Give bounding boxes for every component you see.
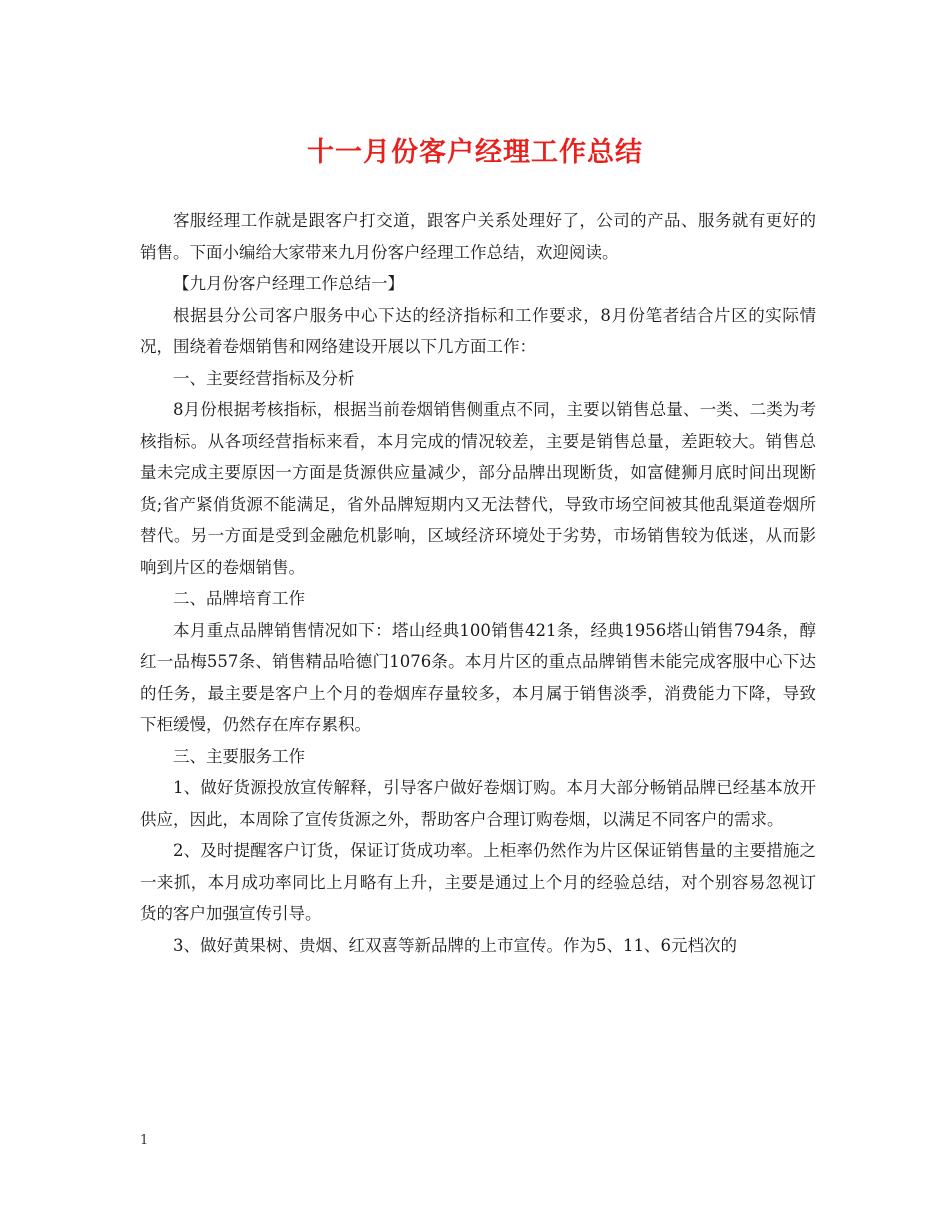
section-heading-brand: 二、品牌培育工作 [173, 589, 305, 608]
section-heading-indicators: 一、主要经营指标及分析 [173, 368, 355, 388]
page-number: 1 [140, 1133, 149, 1148]
paragraph-service-2: 2、及时提醒客户订货，保证订货成功率。上柜率仍然作为片区保证销售量的主要措施之一来抓，本月成功率同比上月略有上升，主要是通过上个月的经验总结，对个别容易忽视订货的客户加强宣传引导。 [140, 841, 816, 923]
paragraph-intro: 客服经理工作就是跟客户打交道，跟客户关系处理好了，公司的产品、服务就有更好的销售。下面小编给大家带来九月份客户经理工作总结，欢迎阅读。 [140, 211, 816, 262]
paragraph-indicators-analysis: 8月份根据考核指标，根据当前卷烟销售侧重点不同，主要以销售总量、一类、二类为考核指标。从各项经营指标来看，本月完成的情况较差，主要是销售总量，差距较大。销售总量未完成主要原因一方面是货源供应量减少，部分品牌出现断货，如富健狮月底时间出现断货;省产紧俏货源不能满足，省外品牌短期内又无法替代，导致市场空间被其他乱渠道卷烟所替代。另一方面是受到金融危机影响，区域经济环境处于劣势，市场销售较为低迷，从而影响到片区的卷烟销售。 [140, 400, 816, 577]
paragraph-service-3: 3、做好黄果树、贵烟、红双喜等新品牌的上市宣传。作为5、11、6元档次的 [173, 935, 737, 955]
document-title: 十一月份客户经理工作总结 [307, 137, 643, 168]
section-heading-summary-one: 【九月份客户经理工作总结一】 [173, 274, 404, 293]
paragraph-service-1: 1、做好货源投放宣传解释，引导客户做好卷烟订购。本月大部分畅销品牌已经基本放开供应，因此，本周除了宣传货源之外，帮助客户合理订购卷烟，以满足不同客户的需求。 [140, 778, 816, 829]
paragraph-context: 根据县分公司客户服务中心下达的经济指标和工作要求，8月份笔者结合片区的实际情况，围绕着卷烟销售和网络建设开展以下几方面工作： [140, 305, 816, 356]
paragraph-brand-sales: 本月重点品牌销售情况如下：塔山经典100销售421条，经典1956塔山销售794条，醇红一品梅557条、销售精品哈德门1076条。本月片区的重点品牌销售未能完成客服中心下达的任务，最主要是客户上个月的卷烟库存量较多，本月属于销售淡季，消费能力下降，导致下柜缓慢，仍然存在库存累积。 [140, 620, 816, 734]
section-heading-service: 三、主要服务工作 [173, 746, 305, 766]
document-body [140, 205, 816, 961]
